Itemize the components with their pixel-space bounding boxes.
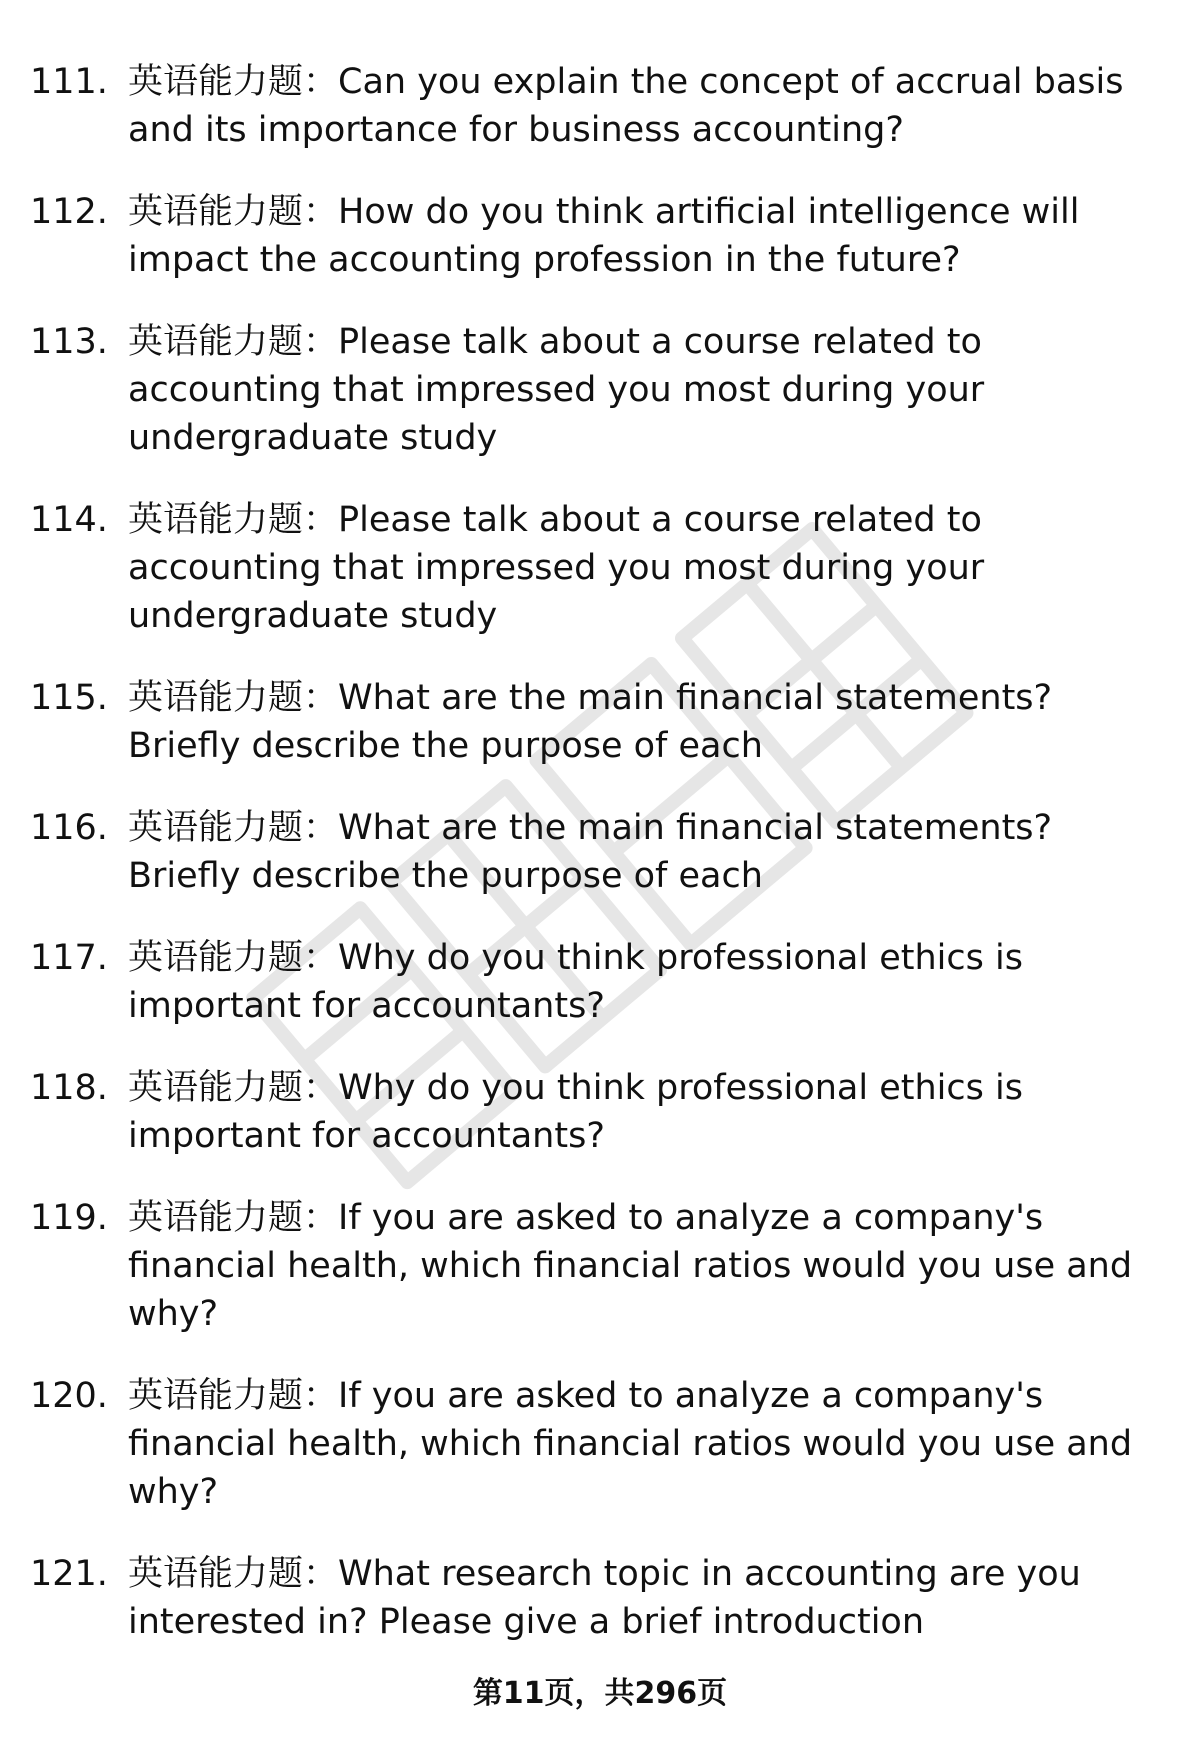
question-item (30, 934, 1180, 1030)
question-item (30, 1064, 1180, 1160)
question-body (128, 804, 1158, 900)
question-item (30, 496, 1180, 640)
question-item (30, 1372, 1180, 1516)
question-text: Please talk about a course related to accounting that impressed you most during your undergraduate study (128, 500, 985, 636)
question-body (128, 1194, 1158, 1338)
question-item (30, 58, 1180, 154)
question-number: 114. (30, 500, 108, 540)
question-category-label: 英语能力题： (128, 500, 339, 540)
question-body (128, 188, 1158, 284)
question-category-label: 英语能力题： (128, 1198, 339, 1238)
question-category-label: 英语能力题： (128, 1068, 339, 1108)
question-category-label: 英语能力题： (128, 678, 339, 718)
question-body (128, 674, 1158, 770)
question-number: 121. (30, 1554, 108, 1594)
question-text: Why do you think professional ethics is important for accountants? (128, 938, 1023, 1026)
question-number: 113. (30, 322, 108, 362)
page-number-footer: 第11页，共296页 (472, 1676, 728, 1711)
question-body (128, 1372, 1158, 1516)
question-item (30, 1550, 1180, 1646)
question-list (30, 58, 1180, 1680)
question-body (128, 318, 1158, 462)
question-body (128, 496, 1158, 640)
question-number: 111. (30, 62, 108, 102)
question-text: What are the main financial statements? Briefly describe the purpose of each (128, 808, 1053, 896)
question-text: Please talk about a course related to accounting that impressed you most during your undergraduate study (128, 322, 985, 458)
question-item (30, 188, 1180, 284)
question-text: If you are asked to analyze a company's financial health, which financial ratios would you use and why? (128, 1376, 1133, 1512)
question-number: 116. (30, 808, 108, 848)
question-category-label: 英语能力题： (128, 62, 339, 102)
question-category-label: 英语能力题： (128, 192, 339, 232)
question-text: How do you think artificial intelligence will impact the accounting profession in the future? (128, 192, 1080, 280)
question-number: 117. (30, 938, 108, 978)
question-category-label: 英语能力题： (128, 1554, 339, 1594)
question-body (128, 58, 1158, 154)
question-body (128, 1550, 1158, 1646)
question-category-label: 英语能力题： (128, 322, 339, 362)
question-text: Why do you think professional ethics is important for accountants? (128, 1068, 1023, 1156)
question-item (30, 318, 1180, 462)
question-item (30, 674, 1180, 770)
question-number: 119. (30, 1198, 108, 1238)
question-body (128, 934, 1158, 1030)
question-number: 118. (30, 1068, 108, 1108)
question-body (128, 1064, 1158, 1160)
question-number: 112. (30, 192, 108, 232)
question-number: 115. (30, 678, 108, 718)
question-text: What are the main financial statements? Briefly describe the purpose of each (128, 678, 1053, 766)
question-text: What research topic in accounting are you interested in? Please give a brief introduction (128, 1554, 1081, 1642)
question-category-label: 英语能力题： (128, 1376, 339, 1416)
question-category-label: 英语能力题： (128, 808, 339, 848)
question-item (30, 1194, 1180, 1338)
question-text: If you are asked to analyze a company's financial health, which financial ratios would you use and why? (128, 1198, 1133, 1334)
question-text: Can you explain the concept of accrual basis and its importance for business accounting? (128, 62, 1124, 150)
question-item (30, 804, 1180, 900)
question-category-label: 英语能力题： (128, 938, 339, 978)
question-number: 120. (30, 1376, 108, 1416)
